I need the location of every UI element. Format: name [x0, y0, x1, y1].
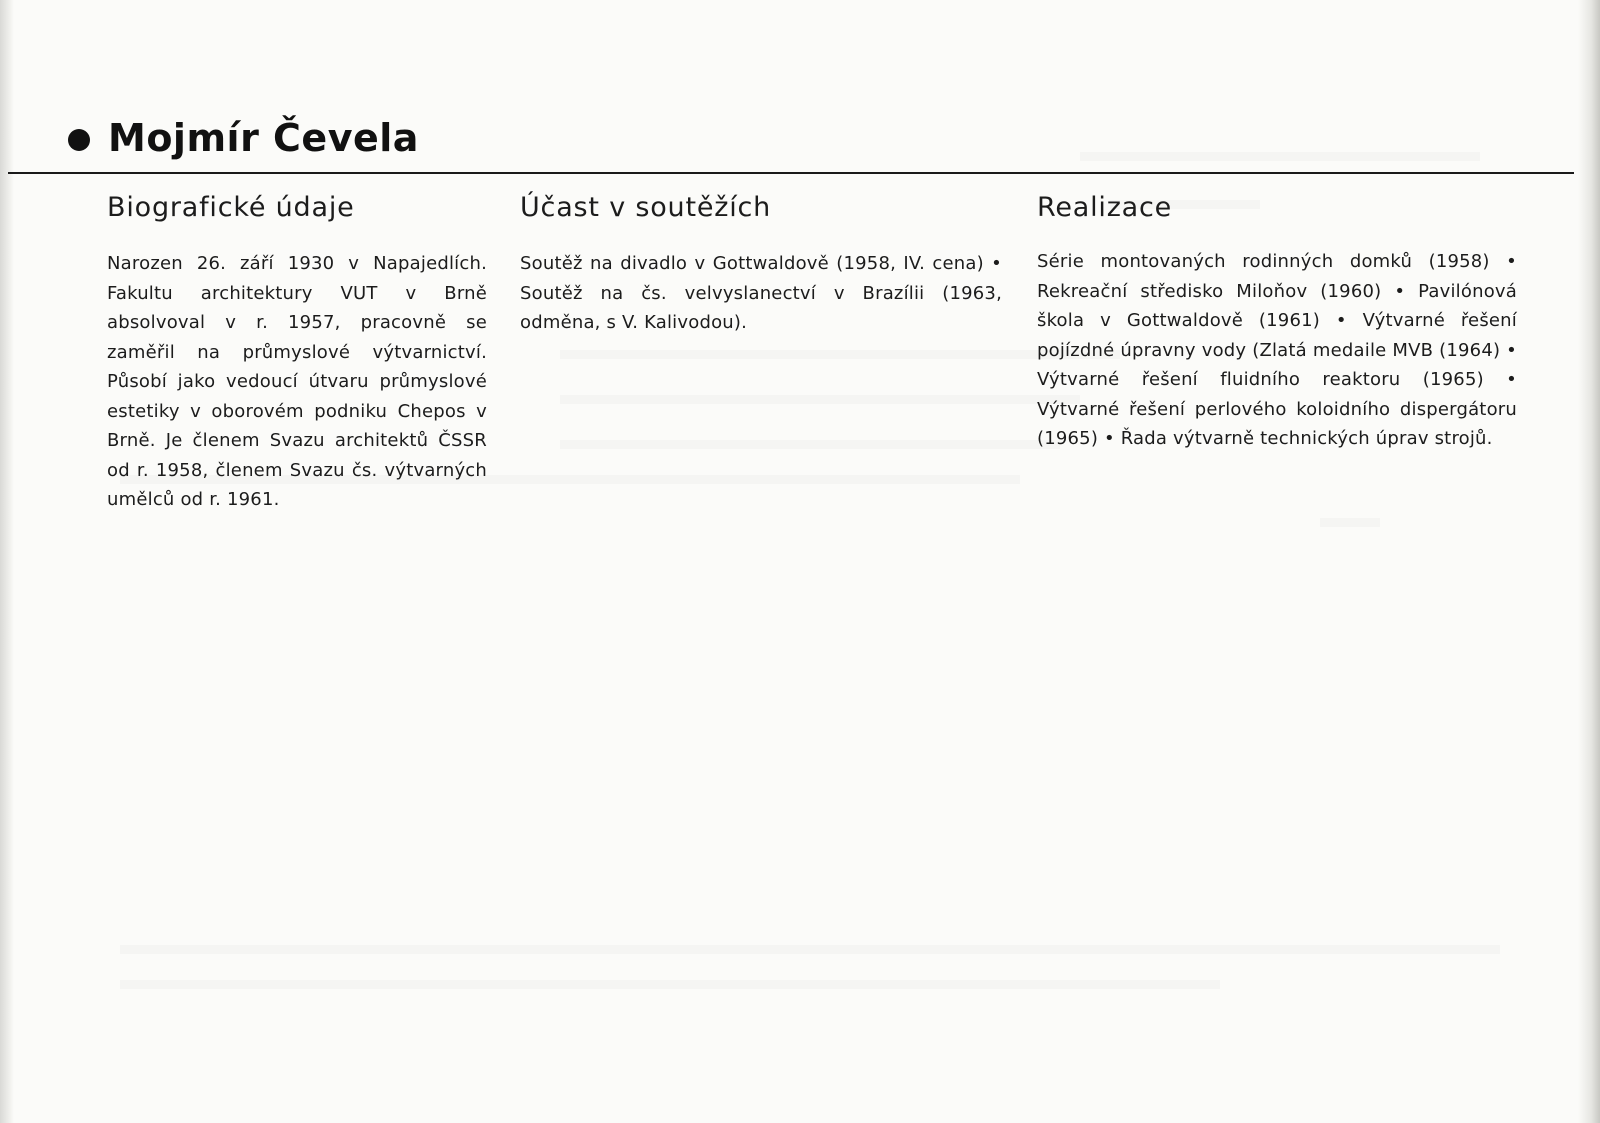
bleed-through-line [1320, 518, 1380, 527]
page-spine-shadow [0, 0, 14, 1123]
competitions-column [520, 192, 1002, 338]
page-header [68, 116, 419, 160]
biography-text: Narozen 26. září 1930 v Napajedlích. Fakultu architektury VUT v Brně absolvoval v r. 1957, pracovně se zaměřil na průmyslové výtvarnictví. Působí jako vedoucí útvaru průmyslové estetiky v oborovém podniku Chepos v Brně. Je členem Svazu architektů ČSSR od r. 1958, členem Svazu čs. výtvarných umělců od r. 1961. [107, 253, 487, 510]
bleed-through-line [1080, 152, 1480, 161]
page-edge-shadow [1578, 0, 1600, 1123]
header-divider [8, 172, 1574, 174]
biography-column [107, 192, 487, 515]
realizations-column [1037, 192, 1517, 454]
bleed-through-line [120, 945, 1500, 954]
biography-heading: Biografické údaje [107, 192, 355, 223]
bleed-through-line [560, 395, 1080, 404]
realizations-text: Série montovaných rodinných domků (1958) • Rekreační středisko Miloňov (1960) • Pavilónová škola v Gottwaldově (1961) • Výtvarné řešení pojízdné úpravny vody (Zlatá medaile MVB (1964) • Výtvarné řešení fluidního reaktoru (1965) • Výtvarné řešení perlového koloidního dispergátoru (1965) • Řada výtvarně technických úprav strojů. [1037, 251, 1517, 449]
bullet-icon [68, 129, 90, 151]
bleed-through-line [120, 980, 1220, 989]
competitions-text: Soutěž na divadlo v Gottwaldově (1958, IV. cena) • Soutěž na čs. velvyslanectví v Brazílii (1963, odměna, s V. Kalivodou). [520, 253, 1002, 333]
page-title: Mojmír Čevela [108, 116, 419, 160]
competitions-heading: Účast v soutěžích [520, 192, 772, 223]
bleed-through-line [560, 440, 1060, 449]
realizations-heading: Realizace [1037, 192, 1173, 223]
bleed-through-line [560, 350, 1120, 359]
